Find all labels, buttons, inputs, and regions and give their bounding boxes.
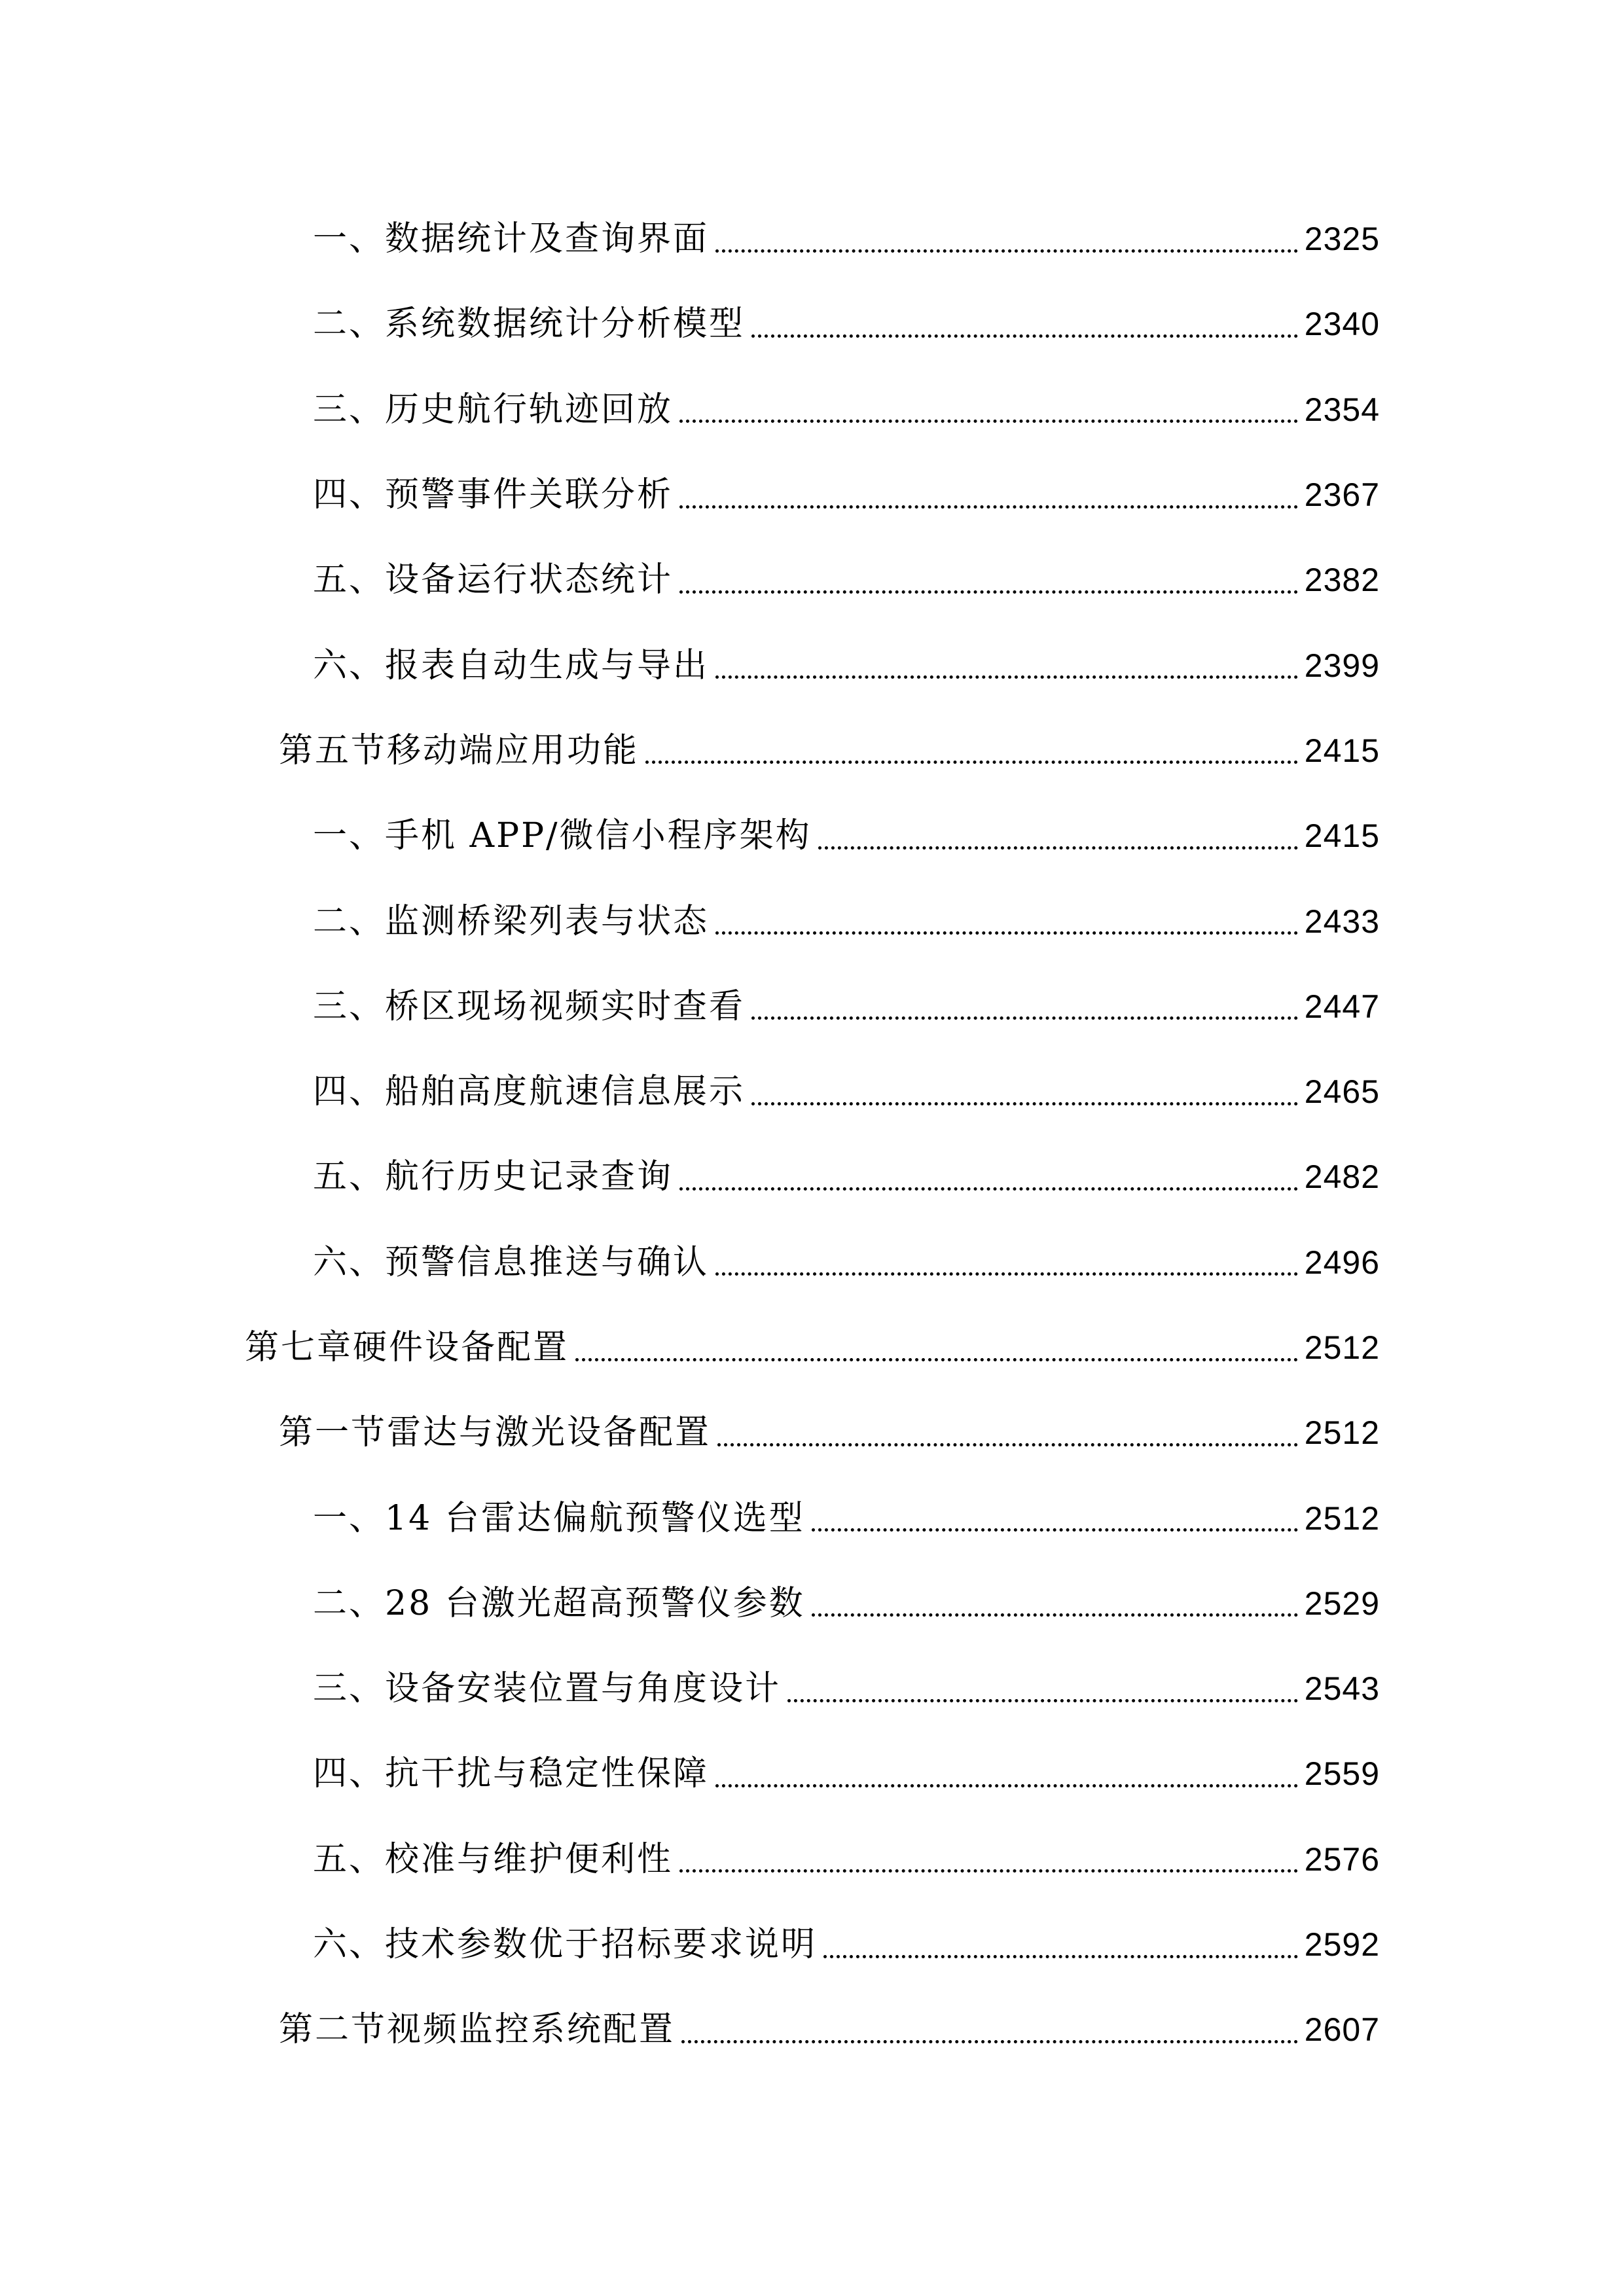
toc-entry-title: 四、船舶高度航速信息展示 bbox=[313, 1072, 746, 1112]
toc-entry-page: 2529 bbox=[1304, 1585, 1380, 1622]
toc-leader-dots bbox=[679, 556, 1298, 594]
toc-entry-page: 2592 bbox=[1304, 1926, 1380, 1964]
toc-entry-page: 2607 bbox=[1304, 2011, 1380, 2049]
toc-leader-dots bbox=[679, 1153, 1298, 1191]
toc-entry-page: 2543 bbox=[1304, 1670, 1380, 1708]
toc-section-entry[interactable] bbox=[0, 708, 1624, 793]
toc-section-entry[interactable] bbox=[0, 1390, 1624, 1475]
toc-entry-page: 2415 bbox=[1304, 732, 1380, 769]
toc-entry-page: 2354 bbox=[1304, 391, 1380, 428]
toc-entry-title: 第五节移动端应用功能 bbox=[279, 730, 640, 770]
toc-entry[interactable] bbox=[0, 1731, 1624, 1816]
toc-entry[interactable] bbox=[0, 1817, 1624, 1902]
toc-entry[interactable] bbox=[0, 1902, 1624, 1987]
toc-entry-page: 2512 bbox=[1304, 1499, 1380, 1537]
toc-entry[interactable] bbox=[0, 793, 1624, 878]
toc-section-entry[interactable] bbox=[0, 1987, 1624, 2072]
toc-leader-dots bbox=[812, 1579, 1298, 1617]
toc-leader-dots bbox=[575, 1324, 1298, 1361]
toc-entry-title: 一、手机 APP/微信小程序架构 bbox=[313, 816, 812, 856]
toc-entry-page: 2559 bbox=[1304, 1755, 1380, 1793]
toc-entry-title: 二、监测桥梁列表与状态 bbox=[313, 901, 710, 941]
toc-leader-dots bbox=[812, 1494, 1298, 1532]
toc-leader-dots bbox=[823, 1921, 1298, 1958]
toc-leader-dots bbox=[679, 386, 1298, 423]
toc-entry-page: 2340 bbox=[1304, 306, 1380, 343]
toc-entry-title: 六、报表自动生成与导出 bbox=[313, 645, 710, 685]
toc-entry[interactable] bbox=[0, 196, 1624, 281]
toc-entry[interactable] bbox=[0, 1561, 1624, 1646]
toc-entry-title: 第七章硬件设备配置 bbox=[245, 1328, 569, 1367]
toc-entry-title: 六、技术参数优于招标要求说明 bbox=[313, 1925, 818, 1965]
toc-leader-dots bbox=[717, 1409, 1298, 1446]
toc-entry-page: 2496 bbox=[1304, 1244, 1380, 1281]
toc-entry-page: 2482 bbox=[1304, 1158, 1380, 1196]
toc-entry[interactable] bbox=[0, 1134, 1624, 1219]
toc-leader-dots bbox=[751, 982, 1298, 1020]
toc-leader-dots bbox=[751, 300, 1298, 338]
toc-leader-dots bbox=[751, 1068, 1298, 1105]
toc-entry-title: 三、历史航行轨迹回放 bbox=[313, 389, 674, 429]
toc-entry-title: 二、系统数据统计分析模型 bbox=[313, 304, 746, 344]
toc-leader-dots bbox=[787, 1665, 1298, 1702]
toc-entry-page: 2399 bbox=[1304, 647, 1380, 684]
toc-entry-title: 五、设备运行状态统计 bbox=[313, 560, 674, 600]
toc-entry-title: 五、校准与维护便利性 bbox=[313, 1839, 674, 1879]
toc-leader-dots bbox=[715, 897, 1298, 935]
toc-leader-dots bbox=[715, 215, 1298, 253]
toc-entry[interactable] bbox=[0, 281, 1624, 367]
toc-entry[interactable] bbox=[0, 1475, 1624, 1560]
toc-entry[interactable] bbox=[0, 1049, 1624, 1134]
toc-entry-page: 2512 bbox=[1304, 1414, 1380, 1452]
toc-entry-title: 二、28 台激光超高预警仪参数 bbox=[313, 1583, 805, 1623]
toc-leader-dots bbox=[818, 812, 1298, 850]
table-of-contents bbox=[0, 196, 1624, 2073]
toc-entry-page: 2325 bbox=[1304, 221, 1380, 258]
toc-entry[interactable] bbox=[0, 452, 1624, 537]
toc-entry-title: 四、抗干扰与稳定性保障 bbox=[313, 1754, 710, 1794]
toc-leader-dots bbox=[645, 726, 1298, 764]
toc-entry-title: 第二节视频监控系统配置 bbox=[279, 2010, 676, 2050]
toc-leader-dots bbox=[681, 2006, 1298, 2043]
toc-entry-title: 四、预警事件关联分析 bbox=[313, 475, 674, 515]
toc-leader-dots bbox=[679, 1835, 1298, 1873]
toc-entry[interactable] bbox=[0, 1646, 1624, 1731]
toc-leader-dots bbox=[715, 1238, 1298, 1276]
toc-entry-title: 一、数据统计及查询界面 bbox=[313, 219, 710, 259]
toc-leader-dots bbox=[715, 1750, 1298, 1787]
toc-entry-page: 2433 bbox=[1304, 903, 1380, 940]
toc-entry[interactable] bbox=[0, 367, 1624, 452]
toc-entry[interactable] bbox=[0, 622, 1624, 708]
toc-entry-page: 2382 bbox=[1304, 562, 1380, 599]
toc-leader-dots bbox=[679, 471, 1298, 509]
toc-entry-title: 一、14 台雷达偏航预警仪选型 bbox=[313, 1498, 805, 1538]
toc-entry-page: 2447 bbox=[1304, 988, 1380, 1025]
toc-entry-title: 五、航行历史记录查询 bbox=[313, 1157, 674, 1197]
toc-entry-page: 2576 bbox=[1304, 1840, 1380, 1878]
toc-entry-page: 2415 bbox=[1304, 817, 1380, 855]
toc-entry-page: 2465 bbox=[1304, 1073, 1380, 1111]
toc-entry[interactable] bbox=[0, 1220, 1624, 1305]
toc-entry[interactable] bbox=[0, 878, 1624, 963]
toc-entry-title: 三、设备安装位置与角度设计 bbox=[313, 1669, 782, 1709]
toc-entry[interactable] bbox=[0, 964, 1624, 1049]
toc-entry-page: 2367 bbox=[1304, 476, 1380, 514]
toc-entry-title: 第一节雷达与激光设备配置 bbox=[279, 1413, 712, 1453]
toc-leader-dots bbox=[715, 641, 1298, 679]
toc-entry-title: 三、桥区现场视频实时查看 bbox=[313, 986, 746, 1026]
toc-entry-page: 2512 bbox=[1304, 1329, 1380, 1366]
toc-entry[interactable] bbox=[0, 537, 1624, 622]
toc-entry-title: 六、预警信息推送与确认 bbox=[313, 1242, 710, 1282]
toc-chapter-entry[interactable] bbox=[0, 1305, 1624, 1390]
